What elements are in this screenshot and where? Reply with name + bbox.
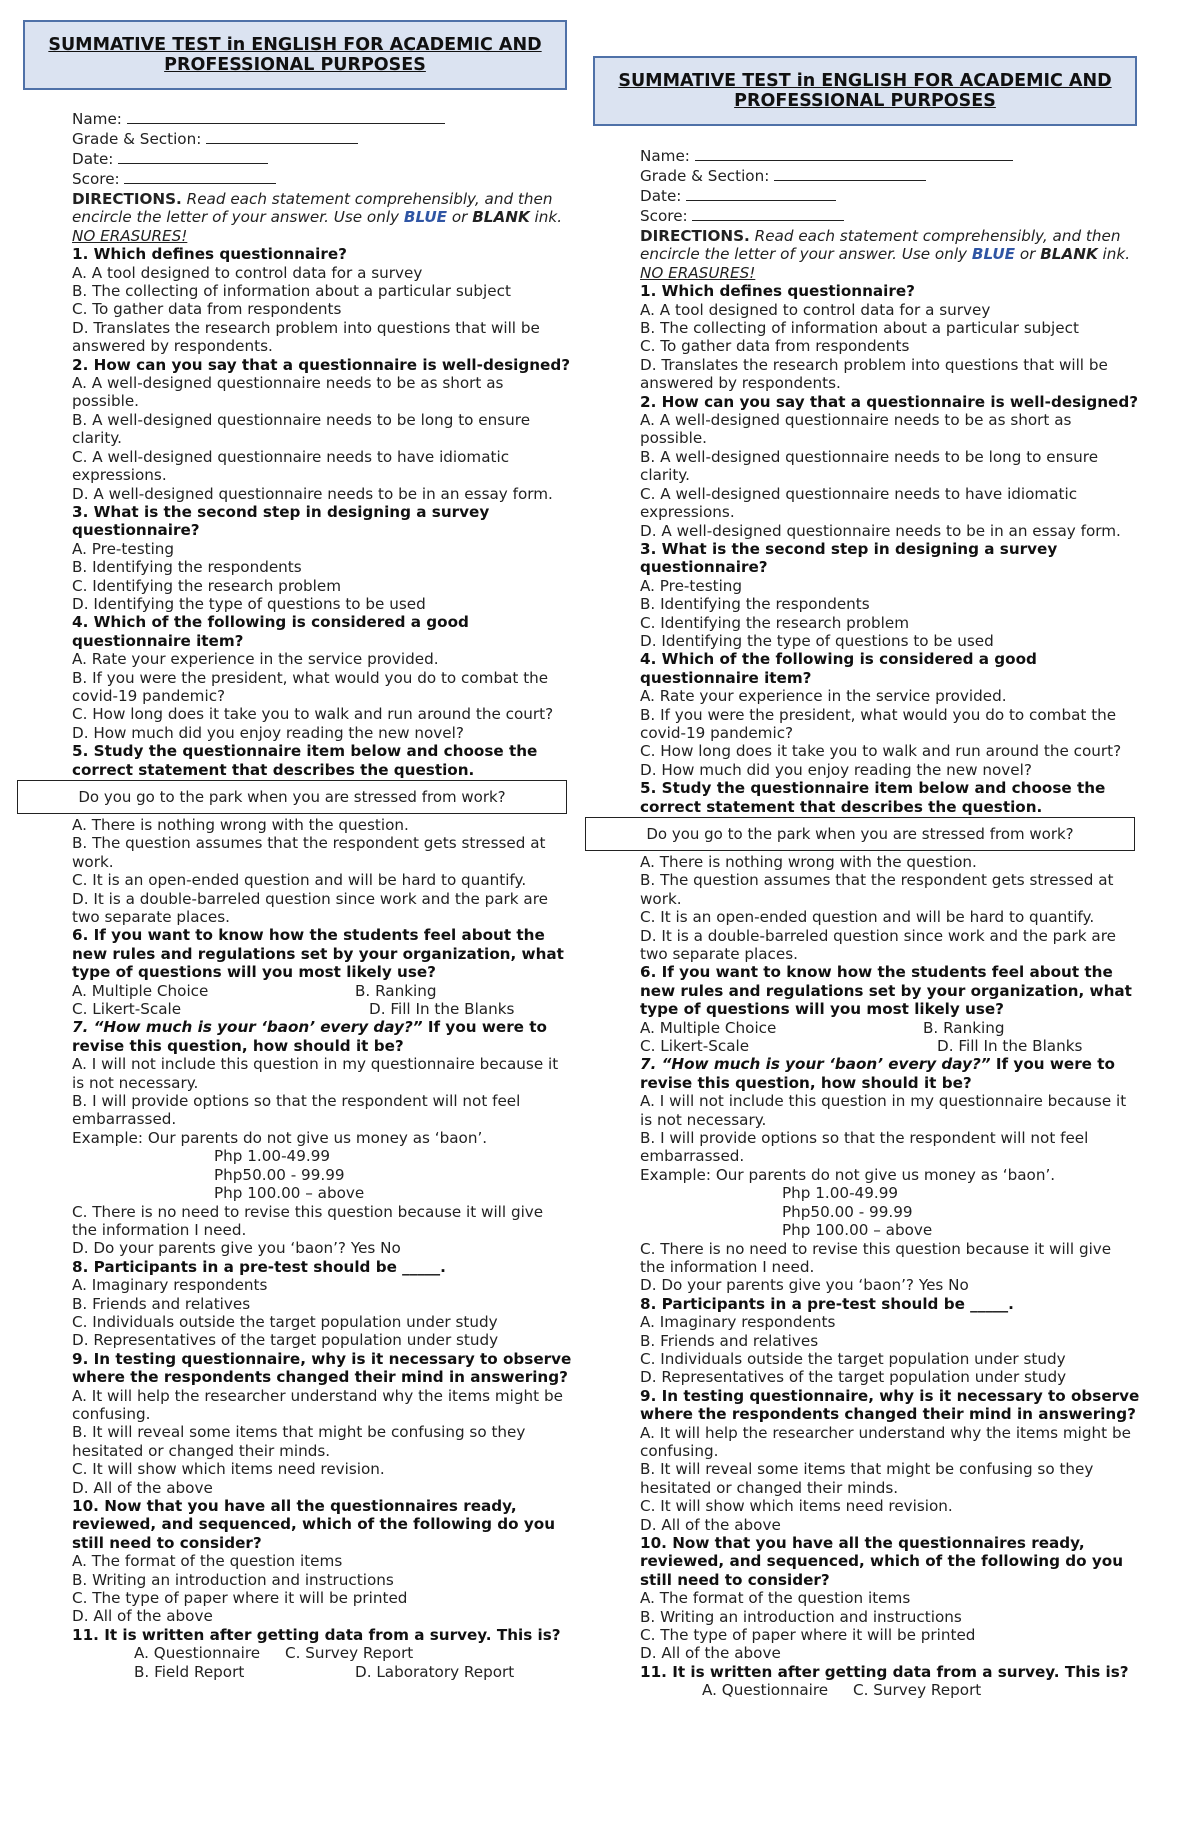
q11-option-d[interactable]: D. Laboratory Report: [355, 1662, 515, 1681]
q11-option-c[interactable]: C. Survey Report: [285, 1644, 414, 1663]
q7-option-a[interactable]: A. I will not include this question in my questionnaire because it is not necessary.: [72, 1055, 559, 1092]
q4-option-c[interactable]: C. How long does it take you to walk and run around the court?: [72, 705, 554, 724]
q6-option-a-copy[interactable]: A. Multiple Choice: [640, 1018, 777, 1037]
question-2-copy: 2. How can you say that a questionnaire is well-designed?: [640, 392, 1139, 411]
score-label: Score:: [72, 170, 120, 188]
score-blank[interactable]: [124, 170, 276, 184]
test-title: SUMMATIVE TEST in ENGLISH FOR ACADEMIC AND PROFESSIONAL PURPOSES: [48, 35, 542, 75]
q11-option-b[interactable]: B. Field Report: [134, 1662, 245, 1681]
date-field[interactable]: [72, 150, 572, 170]
q5-option-b-copy[interactable]: B. The question assumes that the respondent gets stressed at work.: [640, 871, 1114, 908]
q2-option-c[interactable]: C. A well-designed questionnaire needs to have idiomatic expressions.: [72, 447, 510, 485]
date-label: Date:: [72, 150, 114, 168]
q7-example-line-3: Php 100.00 – above: [214, 1184, 365, 1203]
grade-section-field-copy[interactable]: Grade & Section:: [640, 167, 1140, 187]
question-10-copy: 10. Now that you have all the questionnaires ready, reviewed, and sequenced, which of the following do you still need to consider?: [640, 1534, 1124, 1589]
q7-option-d[interactable]: D. Do your parents give you ‘baon’? Yes No: [72, 1239, 401, 1258]
date-blank[interactable]: [118, 150, 268, 164]
q10-option-a-copy[interactable]: A. The format of the question items: [640, 1589, 911, 1608]
question-4: 4. Which of the following is considered a good questionnaire item?: [72, 613, 469, 650]
date-field-copy[interactable]: Date:: [640, 187, 1140, 207]
q2-option-d-copy[interactable]: D. A well-designed questionnaire needs to be in an essay form.: [640, 521, 1121, 540]
q9-option-d[interactable]: D. All of the above: [72, 1478, 213, 1497]
q3-option-c[interactable]: C. Identifying the research problem: [72, 576, 342, 595]
q2-option-d[interactable]: D. A well-designed questionnaire needs to be in an essay form.: [72, 484, 553, 503]
q6-option-a[interactable]: A. Multiple Choice: [72, 981, 209, 1000]
question-9-copy: 9. In testing questionnaire, why is it necessary to observe where the respondents changed their mind in answering?: [640, 1386, 1140, 1424]
test-column-left: [72, 110, 572, 1681]
score-field-copy[interactable]: Score:: [640, 207, 1140, 227]
q5-option-a-copy[interactable]: A. There is nothing wrong with the question.: [640, 853, 977, 871]
q5-option-c-copy[interactable]: C. It is an open-ended question and will be hard to quantify.: [640, 908, 1095, 927]
q4-option-a-copy[interactable]: A. Rate your experience in the service provided.: [640, 687, 1007, 706]
q8-option-a-copy[interactable]: A. Imaginary respondents: [640, 1313, 836, 1332]
score-blank-copy[interactable]: [692, 207, 844, 221]
question-11: 11. It is written after getting data from a survey. This is?: [72, 1625, 561, 1644]
q7-example-line-2: Php50.00 - 99.99: [214, 1165, 345, 1184]
q7-example-line-2-copy: Php50.00 - 99.99: [782, 1202, 913, 1221]
q1-option-d[interactable]: D. Translates the research problem into questions that will be answered by respondents.: [72, 318, 540, 356]
directions-copy: DIRECTIONS. Read each statement comprehensibly, and then encircle the letter of your answer. Use only BLUE or BLANK ink. NO ERASURES!: [640, 227, 1131, 282]
q5-option-a[interactable]: A. There is nothing wrong with the question.: [72, 816, 409, 834]
q8-option-b[interactable]: B. Friends and relatives: [72, 1294, 251, 1313]
q9-option-c-copy[interactable]: C. It will show which items need revision.: [640, 1497, 953, 1516]
q6-options-row-1-copy: [640, 1019, 1140, 1037]
question-3: 3. What is the second step in designing a survey questionnaire?: [72, 502, 490, 540]
q11-options-row-2: [72, 1663, 572, 1681]
q5-option-d-copy[interactable]: D. It is a double-barreled question since work and the park are two separate places.: [640, 926, 1116, 964]
test-title-box: [23, 20, 567, 90]
q7-example-line-3-copy: Php 100.00 – above: [782, 1221, 933, 1240]
q7-option-c-copy[interactable]: C. There is no need to revise this question because it will give the information I need.: [640, 1239, 1112, 1276]
q7-example-line-1-copy: Php 1.00-49.99: [782, 1184, 899, 1203]
q11-options-row-1-copy: [640, 1681, 1140, 1699]
q4-option-d-copy[interactable]: D. How much did you enjoy reading the new novel?: [640, 760, 1032, 779]
q6-option-d-copy[interactable]: D. Fill In the Blanks: [937, 1037, 1083, 1056]
q3-option-a[interactable]: A. Pre-testing: [72, 539, 175, 558]
grade-section-label: Grade & Section:: [72, 130, 202, 148]
q1-option-c[interactable]: C. To gather data from respondents: [72, 300, 342, 319]
q6-options-row-2-copy: [640, 1037, 1140, 1055]
q2-option-b[interactable]: B. A well-designed questionnaire needs to be long to ensure clarity.: [72, 410, 531, 448]
q7-option-d-copy[interactable]: D. Do your parents give you ‘baon’? Yes No: [640, 1276, 969, 1295]
grade-section-blank-copy[interactable]: [774, 167, 926, 181]
q2-option-c-copy[interactable]: C. A well-designed questionnaire needs to have idiomatic expressions.: [640, 484, 1078, 522]
name-blank-copy[interactable]: [695, 147, 1013, 161]
q10-option-b-copy[interactable]: B. Writing an introduction and instructions: [640, 1607, 962, 1626]
question-5-copy: 5. Study the questionnaire item below and choose the correct statement that describes the question.: [640, 779, 1106, 816]
q10-option-d-copy[interactable]: D. All of the above: [640, 1644, 781, 1663]
q6-option-c[interactable]: C. Likert-Scale: [72, 1000, 182, 1019]
question-3-copy: 3. What is the second step in designing a survey questionnaire?: [640, 539, 1058, 577]
q1-option-b[interactable]: B. The collecting of information about a particular subject: [72, 282, 511, 301]
q8-option-c[interactable]: C. Individuals outside the target population under study: [72, 1312, 498, 1331]
q7-example: Example: Our parents do not give us money as ‘baon’.: [72, 1128, 488, 1147]
q4-option-c-copy[interactable]: C. How long does it take you to walk and run around the court?: [640, 742, 1122, 761]
question-item-box-copy: Do you go to the park when you are stressed from work?: [585, 817, 1135, 851]
q11-option-a[interactable]: A. Questionnaire: [134, 1644, 261, 1663]
question-5: 5. Study the questionnaire item below and choose the correct statement that describes the question.: [72, 742, 538, 779]
name-field-copy[interactable]: Name:: [640, 147, 1140, 167]
q3-option-a-copy[interactable]: A. Pre-testing: [640, 576, 743, 595]
q4-option-d[interactable]: D. How much did you enjoy reading the new novel?: [72, 723, 464, 742]
question-2: 2. How can you say that a questionnaire is well-designed?: [72, 355, 571, 374]
q4-option-a[interactable]: A. Rate your experience in the service provided.: [72, 650, 439, 669]
q8-option-a[interactable]: A. Imaginary respondents: [72, 1276, 268, 1295]
q7-option-b-copy[interactable]: B. I will provide options so that the respondent will not feel embarrassed.: [640, 1129, 1089, 1166]
q1-option-b-copy[interactable]: B. The collecting of information about a particular subject: [640, 319, 1079, 338]
q6-option-b-copy[interactable]: B. Ranking: [923, 1018, 1005, 1037]
question-1: 1. Which defines questionnaire?: [72, 245, 347, 264]
q5-option-d[interactable]: D. It is a double-barreled question since work and the park are two separate places.: [72, 889, 548, 927]
q9-option-a[interactable]: A. It will help the researcher understand why the items might be confusing.: [72, 1386, 563, 1423]
name-label: Name:: [72, 110, 122, 128]
test-title-box-copy: [593, 56, 1137, 126]
q8-option-b-copy[interactable]: B. Friends and relatives: [640, 1331, 819, 1350]
q1-option-a-copy[interactable]: A. A tool designed to control data for a survey: [640, 300, 991, 319]
q8-option-d[interactable]: D. Representatives of the target population under study: [72, 1331, 499, 1350]
question-4-copy: 4. Which of the following is considered a good questionnaire item?: [640, 650, 1037, 687]
question-1-copy: 1. Which defines questionnaire?: [640, 282, 915, 301]
q9-option-b-copy[interactable]: B. It will reveal some items that might be confusing so they hesitated or changed their minds.: [640, 1460, 1094, 1497]
q10-option-c-copy[interactable]: C. The type of paper where it will be printed: [640, 1626, 976, 1645]
q10-option-b[interactable]: B. Writing an introduction and instructions: [72, 1570, 394, 1589]
score-field[interactable]: [72, 170, 572, 190]
q7-example-line-1: Php 1.00-49.99: [214, 1147, 331, 1166]
q6-options-row-1: [72, 982, 572, 1000]
q1-option-a[interactable]: A. A tool designed to control data for a survey: [72, 263, 423, 282]
grade-section-blank[interactable]: [206, 130, 358, 144]
q10-option-c[interactable]: C. The type of paper where it will be printed: [72, 1589, 408, 1608]
q3-option-b[interactable]: B. Identifying the respondents: [72, 558, 302, 577]
q6-option-d[interactable]: D. Fill In the Blanks: [369, 1000, 515, 1019]
q9-option-d-copy[interactable]: D. All of the above: [640, 1515, 781, 1534]
q1-option-c-copy[interactable]: C. To gather data from respondents: [640, 337, 910, 356]
q9-option-a-copy[interactable]: A. It will help the researcher understand why the items might be confusing.: [640, 1423, 1131, 1460]
q3-option-d[interactable]: D. Identifying the type of questions to be used: [72, 594, 426, 613]
question-10: 10. Now that you have all the questionnaires ready, reviewed, and sequenced, which of the following do you still need to consider?: [72, 1497, 556, 1552]
question-8-copy: 8. Participants in a pre-test should be _____.: [640, 1294, 1014, 1313]
q11-option-c-copy[interactable]: C. Survey Report: [853, 1681, 982, 1700]
q4-option-b-copy[interactable]: B. If you were the president, what would you do to combat the covid-19 pandemic?: [640, 705, 1117, 742]
q3-option-c-copy[interactable]: C. Identifying the research problem: [640, 613, 910, 632]
q6-options-row-2: [72, 1000, 572, 1018]
q8-option-c-copy[interactable]: C. Individuals outside the target population under study: [640, 1349, 1066, 1368]
q3-option-b-copy[interactable]: B. Identifying the respondents: [640, 595, 870, 614]
q2-option-a[interactable]: A. A well-designed questionnaire needs to be as short as possible.: [72, 374, 504, 411]
question-6: 6. If you want to know how the students feel about the new rules and regulations set by your organization, what type of questions will you most likely use?: [72, 926, 564, 982]
q6-option-c-copy[interactable]: C. Likert-Scale: [640, 1037, 750, 1056]
q7-option-b[interactable]: B. I will provide options so that the respondent will not feel embarrassed.: [72, 1092, 521, 1129]
q10-option-a[interactable]: A. The format of the question items: [72, 1552, 343, 1571]
q8-option-d-copy[interactable]: D. Representatives of the target population under study: [640, 1368, 1067, 1387]
q1-option-d-copy[interactable]: D. Translates the research problem into questions that will be answered by respondents.: [640, 355, 1108, 393]
q3-option-d-copy[interactable]: D. Identifying the type of questions to be used: [640, 631, 994, 650]
question-7: 7. “How much is your ‘baon’ every day?” If you were to revise this question, how should it be?: [72, 1018, 547, 1055]
q4-option-b[interactable]: B. If you were the president, what would you do to combat the covid-19 pandemic?: [72, 668, 549, 705]
q9-option-c[interactable]: C. It will show which items need revision.: [72, 1460, 385, 1479]
q11-option-a-copy[interactable]: A. Questionnaire: [702, 1681, 829, 1700]
question-6-copy: 6. If you want to know how the students feel about the new rules and regulations set by your organization, what type of questions will you most likely use?: [640, 963, 1132, 1019]
question-8: 8. Participants in a pre-test should be _____.: [72, 1257, 446, 1276]
question-9: 9. In testing questionnaire, why is it necessary to observe where the respondents changed their mind in answering?: [72, 1349, 572, 1387]
q7-example-copy: Example: Our parents do not give us money as ‘baon’.: [640, 1165, 1056, 1184]
q10-option-d[interactable]: D. All of the above: [72, 1607, 213, 1626]
q5-option-b[interactable]: B. The question assumes that the respondent gets stressed at work.: [72, 834, 546, 871]
question-11-copy: 11. It is written after getting data from a survey. This is?: [640, 1662, 1129, 1681]
question-item-box: Do you go to the park when you are stressed from work?: [17, 780, 567, 814]
q2-option-b-copy[interactable]: B. A well-designed questionnaire needs to be long to ensure clarity.: [640, 447, 1099, 485]
q5-option-c[interactable]: C. It is an open-ended question and will be hard to quantify.: [72, 871, 527, 890]
name-blank[interactable]: [127, 110, 445, 124]
q7-option-c[interactable]: C. There is no need to revise this question because it will give the information I need.: [72, 1202, 544, 1239]
directions: DIRECTIONS. Read each statement comprehensibly, and then encircle the letter of your answer. Use only BLUE or BLANK ink. NO ERASURES!: [72, 190, 563, 245]
name-field[interactable]: [72, 110, 572, 130]
grade-section-field[interactable]: [72, 130, 572, 150]
test-title-copy: SUMMATIVE TEST in ENGLISH FOR ACADEMIC AND PROFESSIONAL PURPOSES: [618, 71, 1112, 111]
test-column-right: [640, 147, 1140, 1700]
q7-option-a-copy[interactable]: A. I will not include this question in my questionnaire because it is not necessary.: [640, 1092, 1127, 1129]
q6-option-b[interactable]: B. Ranking: [355, 981, 437, 1000]
date-blank-copy[interactable]: [686, 187, 836, 201]
q9-option-b[interactable]: B. It will reveal some items that might be confusing so they hesitated or changed their minds.: [72, 1423, 526, 1460]
q2-option-a-copy[interactable]: A. A well-designed questionnaire needs to be as short as possible.: [640, 411, 1072, 448]
question-7-copy: 7. “How much is your ‘baon’ every day?” If you were to revise this question, how should it be?: [640, 1055, 1115, 1092]
q11-options-row-1: [72, 1644, 572, 1662]
